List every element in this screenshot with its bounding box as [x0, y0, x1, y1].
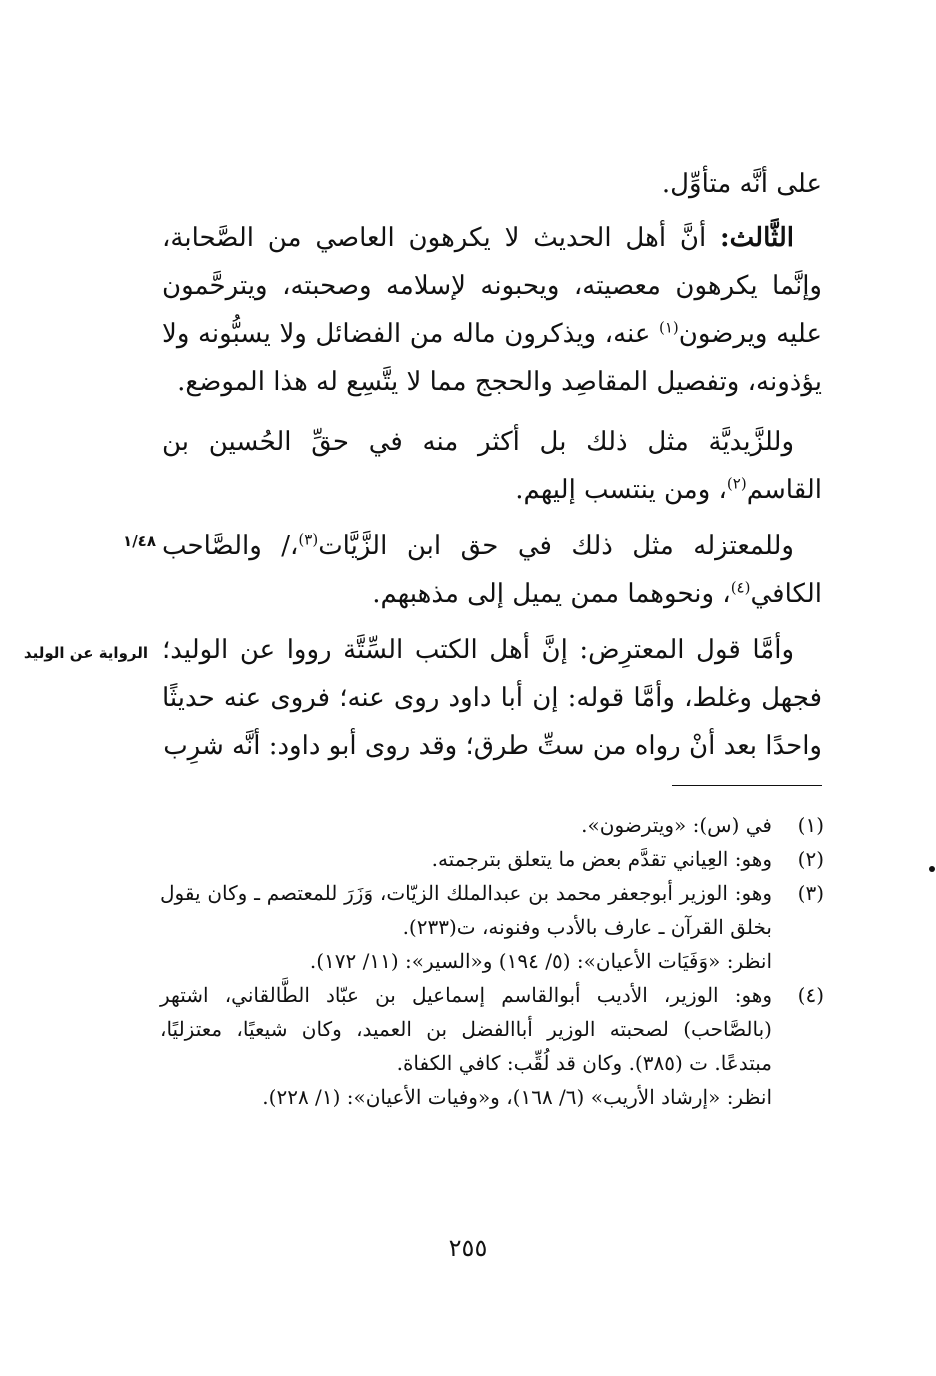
paragraph-4-text-cont: ،/ والصَّاحب الكافي [162, 531, 822, 609]
margin-section-note: الرواية عن الوليد [23, 644, 148, 662]
margin-folio-reference: ١/٤٨ [123, 532, 156, 550]
paragraph-3-text: وللزَّيديَّة مثل ذلك بل أكثر منه في حقِّ الحُسين بن القاسم [162, 427, 822, 505]
footnote-source: انظر: «إرشاد الأريب» (٦/ ١٦٨)، و«وفيات الأعيان»: (١/ ٢٢٨). [262, 1085, 772, 1109]
footnote-ref-2[interactable]: (٢) [726, 474, 747, 493]
paragraph-2-text: أنَّ أهل الحديث لا يكرهون العاصي من الصَّحابة، وإنَّما يكرهون معصيته، ويحبونه لإسلامه وصحبته، ويترحَّمون عليه ويرضون [162, 223, 822, 349]
paragraph-4-text: وللمعتزله مثل ذلك في حق ابن الزَّيَّات [318, 531, 794, 561]
footnote-number: (٢) [797, 847, 824, 871]
scan-mark [929, 866, 935, 872]
paragraph-3 [162, 418, 822, 514]
footnote-4 [160, 978, 824, 1114]
footnote-source: انظر: «وَفَيَات الأعيان»: (٥/ ١٩٤) و«السير»: (١١/ ١٧٢). [309, 949, 772, 973]
paragraph-5 [162, 626, 822, 770]
footnote-text: وهو: العِياني تقدَّم بعض ما يتعلق بترجمته. [431, 847, 772, 871]
paragraph-2-text-cont: عنه، ويذكرون ماله من الفضائل ولا يسبُّونه ولا يؤذونه، وتفصيل المقاصِد والحجج مما لا يتَّسِع له هذا الموضع. [162, 319, 822, 397]
footnote-number: (١) [797, 813, 824, 837]
footnote-ref-1[interactable]: (١) [658, 318, 679, 337]
footnote-ref-3[interactable]: (٣) [298, 530, 319, 549]
footnotes [160, 808, 824, 1114]
footnote-text: وهو: الوزير، الأديب أبوالقاسم إسماعيل بن عبّاد الطَّالقاني، اشتهر (بالصَّاحب) لصحبته الوزير أباالفضل بن العميد، وكان شيعيًا، معتزليًا، مبتدعًا. ت (٣٨٥). وكان قد لُقِّب: كافي الكفاة. [160, 983, 772, 1075]
footnote-1 [160, 808, 824, 842]
footnote-number: (٣) [797, 881, 824, 905]
footnote-ref-4[interactable]: (٤) [730, 578, 751, 597]
footnote-text: في (س): «ويترضون». [581, 813, 772, 837]
paragraph-2 [162, 214, 822, 406]
paragraph-4-text-end: ، ونحوهما ممن يميل إلى مذهبهم. [372, 579, 731, 609]
paragraph-3-text-cont: ، ومن ينتسب إليهم. [515, 475, 727, 505]
footnote-number: (٤) [797, 983, 824, 1007]
footnote-3 [160, 876, 824, 978]
paragraph-1 [162, 160, 822, 208]
paragraph-1-text: على أنَّه متأوِّل. [661, 169, 822, 199]
footnote-2 [160, 842, 824, 876]
footnote-separator [672, 785, 822, 786]
footnote-text: وهو: الوزير أبوجعفر محمد بن عبدالملك الزيّات، وَزَرَ للمعتصم ـ وكان يقول بخلق القرآن ـ عارف بالأدب وفنونه، ت(٢٣٣). [160, 881, 772, 939]
paragraph-4 [162, 522, 822, 618]
paragraph-2-lead: الثَّالث: [720, 223, 794, 253]
paragraph-5-text: وأمَّا قول المعترِض: إنَّ أهل الكتب السِّتَّة رووا عن الوليد؛ فجهل وغلط، وأمَّا قوله: إن أبا داود روى عنه؛ فروى عنه حديثًا واحدًا بعد أنْ رواه من ستِّ طرق؛ وقد روى أبو داود: أنَّه شرِب [162, 635, 822, 761]
page-number: ٢٥٥ [448, 1234, 488, 1262]
